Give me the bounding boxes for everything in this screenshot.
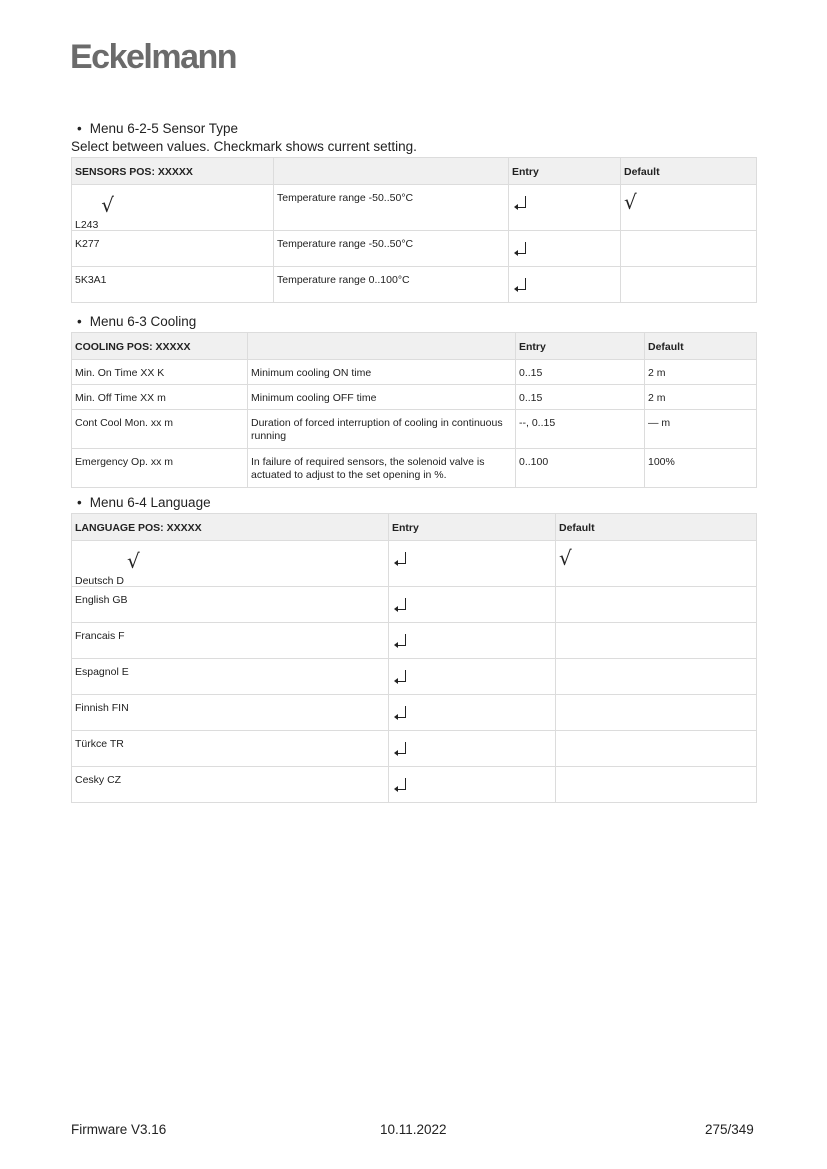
checkmark-icon: √	[101, 193, 115, 217]
table-row	[72, 695, 757, 731]
language-entry-cell	[389, 587, 556, 623]
cooling-default-cell: — m	[645, 410, 757, 449]
company-logo: Eckelmann	[70, 38, 237, 76]
cooling-entry-cell: 0..100	[516, 449, 645, 488]
table-row	[72, 360, 757, 385]
sensor-default-cell	[621, 185, 757, 231]
enter-key-icon[interactable]	[394, 598, 408, 612]
sensor-type-title: Menu 6-2-5 Sensor Type	[89, 121, 239, 136]
cooling-entry-cell: 0..15	[516, 385, 645, 410]
language-entry-cell	[389, 623, 556, 659]
table-row	[72, 185, 757, 231]
language-default-cell	[556, 541, 757, 587]
cooling-header-default: Default	[645, 333, 757, 360]
sensor-header-entry: Entry	[509, 158, 621, 185]
sensor-type-intro: Select between values. Checkmark shows current setting.	[71, 139, 417, 154]
enter-key-icon[interactable]	[394, 670, 408, 684]
sensor-header-name: SENSORS POS: XXXXX	[72, 158, 274, 185]
cooling-desc-cell: In failure of required sensors, the solenoid valve is actuated to adjust to the set opening in %.	[248, 449, 516, 488]
language-section	[71, 495, 756, 803]
language-default-cell	[556, 623, 757, 659]
language-name: Deutsch D	[75, 575, 125, 587]
sensor-type-heading	[77, 121, 756, 136]
enter-key-icon[interactable]	[394, 552, 408, 566]
language-table	[71, 513, 757, 803]
enter-key-icon[interactable]	[394, 742, 408, 756]
language-title: Menu 6-4 Language	[89, 495, 211, 510]
cooling-param-cell: Cont Cool Mon. xx m	[72, 410, 248, 449]
language-entry-cell	[389, 695, 556, 731]
language-name: Finnish FIN	[75, 702, 129, 714]
enter-key-icon[interactable]	[394, 634, 408, 648]
footer-page-number: 275/349	[705, 1122, 754, 1137]
table-row	[72, 385, 757, 410]
cooling-header-entry: Entry	[516, 333, 645, 360]
sensor-table	[71, 157, 757, 303]
cooling-desc-cell: Minimum cooling ON time	[248, 360, 516, 385]
footer-date: 10.11.2022	[380, 1122, 447, 1137]
sensor-entry-cell	[509, 267, 621, 303]
language-name: Türkce TR	[75, 738, 124, 750]
sensor-entry-cell	[509, 185, 621, 231]
sensor-name: L243	[75, 219, 99, 231]
table-row	[72, 587, 757, 623]
table-row	[72, 410, 757, 449]
sensor-header-desc	[274, 158, 509, 185]
checkmark-icon: √	[126, 549, 140, 573]
language-name-cell	[72, 731, 389, 767]
cooling-param-cell: Min. On Time XX K	[72, 360, 248, 385]
bullet: •	[77, 314, 82, 329]
cooling-default-cell: 100%	[645, 449, 757, 488]
sensor-desc-cell: Temperature range -50..50°C	[274, 185, 509, 231]
language-default-cell	[556, 695, 757, 731]
language-heading	[77, 495, 756, 510]
language-header-entry: Entry	[389, 514, 556, 541]
cooling-entry-cell: 0..15	[516, 360, 645, 385]
language-name-cell	[72, 695, 389, 731]
cooling-desc-cell: Minimum cooling OFF time	[248, 385, 516, 410]
cooling-header-param: COOLING POS: XXXXX	[72, 333, 248, 360]
table-header-row	[72, 514, 757, 541]
table-row	[72, 623, 757, 659]
cooling-table	[71, 332, 757, 488]
cooling-param-cell: Min. Off Time XX m	[72, 385, 248, 410]
cooling-desc-cell: Duration of forced interruption of cooling in continuous running	[248, 410, 516, 449]
table-row	[72, 767, 757, 803]
sensor-name-cell	[72, 231, 274, 267]
language-default-cell	[556, 587, 757, 623]
sensor-type-section	[71, 121, 756, 303]
language-name-cell	[72, 623, 389, 659]
sensor-name-cell	[72, 267, 274, 303]
language-name: Cesky CZ	[75, 774, 122, 786]
enter-key-icon[interactable]	[394, 778, 408, 792]
language-entry-cell	[389, 767, 556, 803]
sensor-header-default: Default	[621, 158, 757, 185]
sensor-name: 5K3A1	[75, 274, 107, 286]
table-row	[72, 231, 757, 267]
enter-key-icon[interactable]	[514, 196, 528, 210]
bullet: •	[77, 495, 82, 510]
language-entry-cell	[389, 541, 556, 587]
sensor-name: K277	[75, 238, 100, 250]
cooling-param-cell: Emergency Op. xx m	[72, 449, 248, 488]
table-row	[72, 541, 757, 587]
language-name-cell	[72, 767, 389, 803]
enter-key-icon[interactable]	[514, 278, 528, 292]
cooling-header-desc	[248, 333, 516, 360]
cooling-entry-cell: --, 0..15	[516, 410, 645, 449]
sensor-name-cell	[72, 185, 274, 231]
footer-firmware: Firmware V3.16	[71, 1122, 167, 1137]
sensor-default-cell	[621, 231, 757, 267]
sensor-entry-cell	[509, 231, 621, 267]
enter-key-icon[interactable]	[514, 242, 528, 256]
sensor-desc-cell: Temperature range 0..100°C	[274, 267, 509, 303]
language-header-default: Default	[556, 514, 757, 541]
table-header-row	[72, 333, 757, 360]
language-default-cell	[556, 659, 757, 695]
table-row	[72, 267, 757, 303]
language-name-cell	[72, 659, 389, 695]
sensor-desc-cell: Temperature range -50..50°C	[274, 231, 509, 267]
language-name-cell	[72, 541, 389, 587]
sensor-default-cell	[621, 267, 757, 303]
table-row	[72, 659, 757, 695]
language-name: Francais F	[75, 630, 125, 642]
table-row	[72, 731, 757, 767]
language-name-cell	[72, 587, 389, 623]
checkmark-icon: √	[624, 190, 637, 214]
language-entry-cell	[389, 731, 556, 767]
enter-key-icon[interactable]	[394, 706, 408, 720]
table-row	[72, 449, 757, 488]
bullet: •	[77, 121, 82, 136]
language-name: English GB	[75, 594, 128, 606]
language-name: Espagnol E	[75, 666, 129, 678]
language-default-cell	[556, 767, 757, 803]
checkmark-icon: √	[559, 546, 572, 570]
cooling-default-cell: 2 m	[645, 385, 757, 410]
language-entry-cell	[389, 659, 556, 695]
table-header-row	[72, 158, 757, 185]
cooling-title: Menu 6-3 Cooling	[89, 314, 197, 329]
cooling-heading	[77, 314, 756, 329]
language-header-name: LANGUAGE POS: XXXXX	[72, 514, 389, 541]
cooling-section	[71, 314, 756, 488]
language-default-cell	[556, 731, 757, 767]
cooling-default-cell: 2 m	[645, 360, 757, 385]
